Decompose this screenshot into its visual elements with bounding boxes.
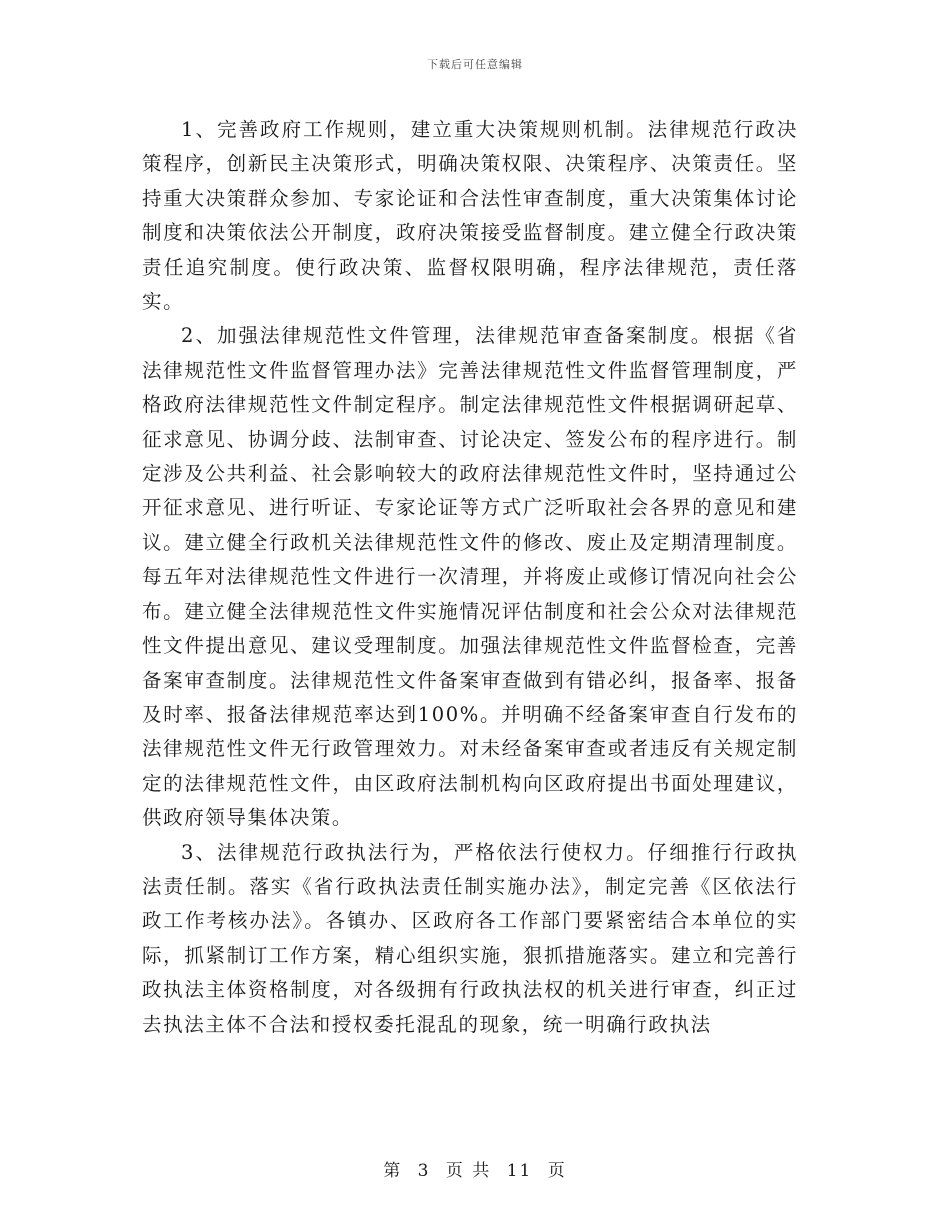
paragraph-3: 3、法律规范行政执法行为，严格依法行使权力。仔细推行行政执法责任制。落实《省行政执法责任制实施办法》，制定完善《区依法行政工作考核办法》。各镇办、区政府各工作部门要紧密结合本单位的实际，抓紧制订工作方案，精心组织实施，狠抓措施落实。建立和完善行政执法主体资格制度，对各级拥有行政执法权的机关进行审查，纠正过去执法主体不合法和授权委托混乱的现象，统一明确行政执法 [142,840,798,1036]
paragraph-1: 1、完善政府工作规则，建立重大决策规则机制。法律规范行政决策程序，创新民主决策形式，明确决策权限、决策程序、决策责任。坚持重大决策群众参加、专家论证和合法性审查制度，重大决策集体讨论制度和决策依法公开制度，政府决策接受监督制度。建立健全行政决策责任追究制度。使行政决策、监督权限明确，程序法律规范，责任落实。 [142,118,798,314]
footer-middle: 页 共 [445,1161,492,1181]
paragraph-2: 2、加强法律规范性文件管理，法律规范审查备案制度。根据《省法律规范性文件监督管理办法》完善法律规范性文件监督管理制度，严格政府法律规范性文件制定程序。制定法律规范性文件根据调研起草、征求意见、协调分歧、法制审查、讨论决定、签发公布的程序进行。制定涉及公共利益、社会影响较大的政府法律规范性文件时，坚持通过公开征求意见、进行听证、专家论证等方式广泛听取社会各界的意见和建议。建立健全行政机关法律规范性文件的修改、废止及定期清理制度。每五年对法律规范性文件进行一次清理，并将废止或修订情况向社会公布。建立健全法律规范性文件实施情况评估制度和社会公众对法律规范性文件提出意见、建议受理制度。加强法律规范性文件监督检查，完善备案审查制度。法律规范性文件备案审查做到有错必纠，报备率、报备及时率、报备法律规范率达到100%。并明确不经备案审查自行发布的法律规范性文件无行政管理效力。对未经备案审查或者违反有关规定制定的法律规范性文件，由区政府法制机构向区政府提出书面处理建议，供政府领导集体决策。 [142,324,798,830]
footer-prefix: 第 [383,1161,403,1181]
footer-suffix: 页 [547,1161,567,1181]
page-footer [0,1156,950,1181]
footer-total-pages: 11 [506,1161,533,1181]
footer-current-page: 3 [417,1161,431,1181]
document-body [142,113,798,1042]
header-note: 下载后可任意编辑 [427,58,523,71]
